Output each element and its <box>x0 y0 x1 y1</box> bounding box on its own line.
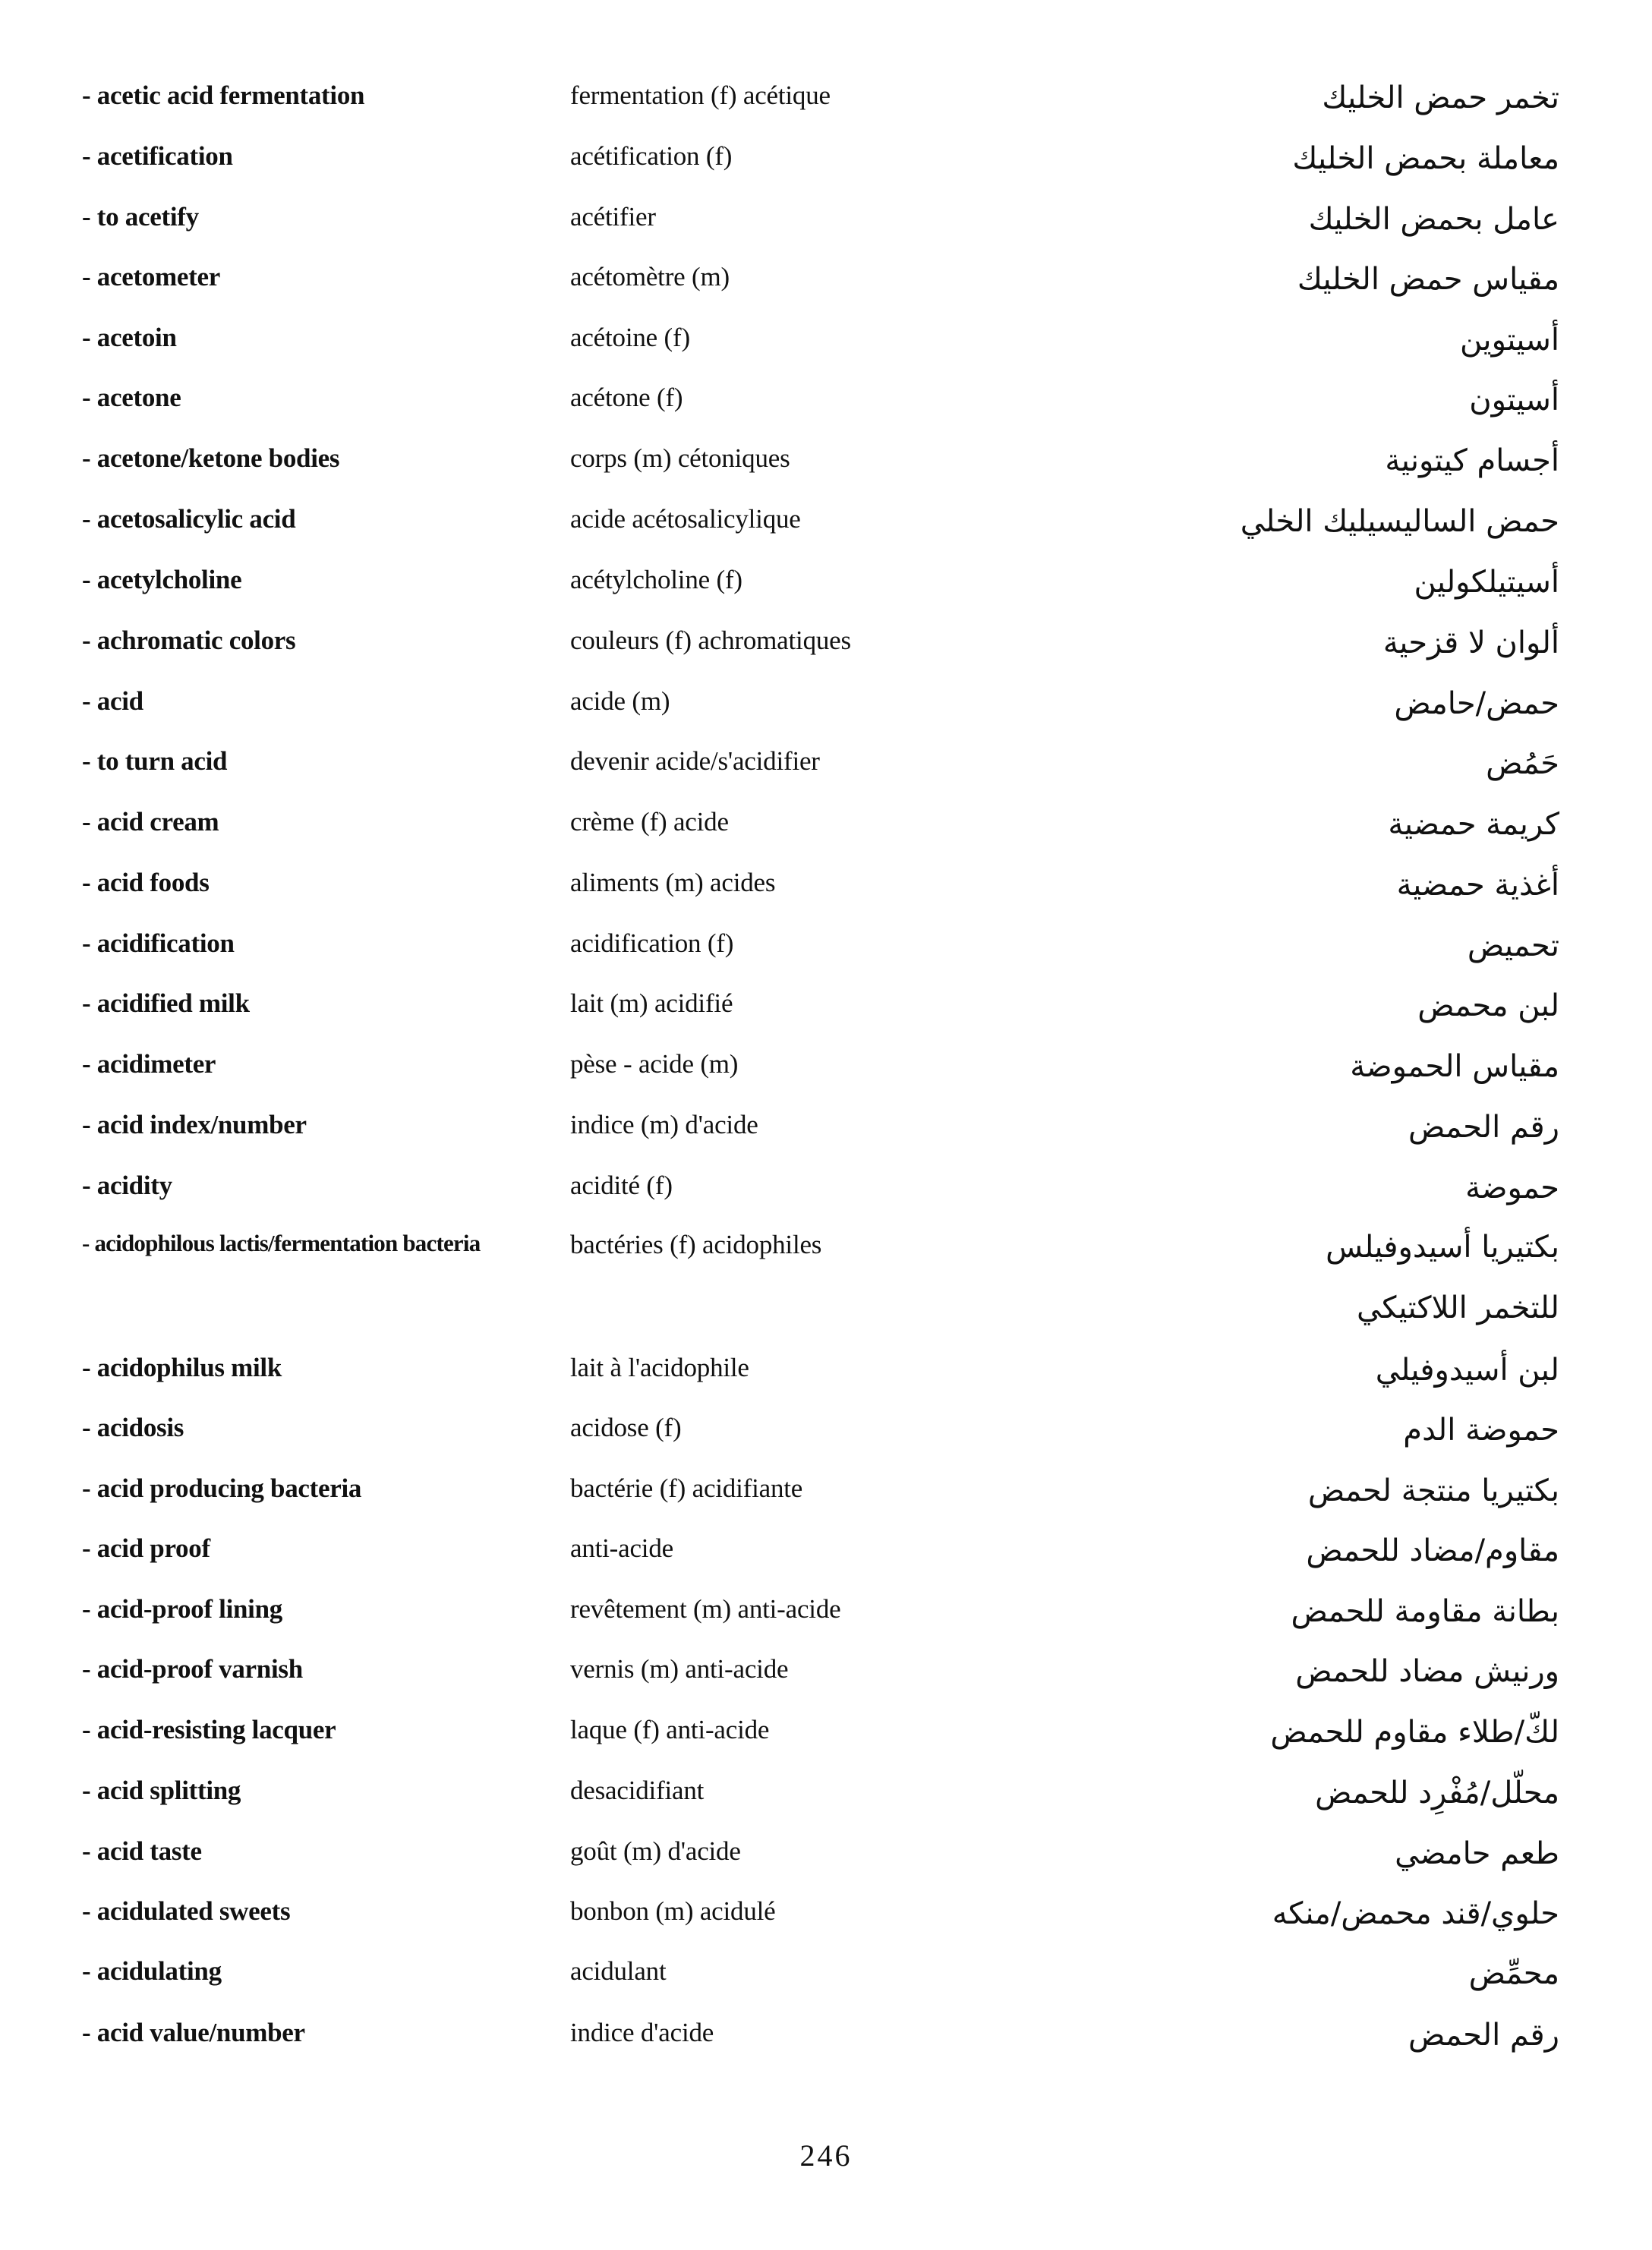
english-term: - acid-resisting lacquer <box>82 1715 336 1744</box>
arabic-term: لكّ/طلاء مقاوم للحمض <box>1270 1715 1559 1750</box>
english-term: - acid taste <box>82 1836 202 1866</box>
arabic-term: تخمر حمض الخليك <box>1322 80 1559 115</box>
english-term: - acid-proof varnish <box>82 1654 303 1684</box>
arabic-term: محمِّض <box>1468 1956 1559 1991</box>
french-term: acétylcholine (f) <box>570 565 742 594</box>
arabic-term: حلوي/قند محمض/منكه <box>1272 1896 1559 1931</box>
arabic-term: حموضة الدم <box>1403 1413 1559 1448</box>
english-term: - achromatic colors <box>82 626 296 655</box>
french-term: anti-acide <box>570 1533 673 1563</box>
arabic-term: رقم الحمض <box>1408 1110 1559 1145</box>
english-term: - acidimeter <box>82 1049 216 1079</box>
french-term: lait (m) acidifié <box>570 988 733 1018</box>
french-term: acétification (f) <box>570 141 733 171</box>
english-term: - to turn acid <box>82 746 228 776</box>
french-term: laque (f) anti-acide <box>570 1715 770 1744</box>
arabic-term: أجسام كيتونية <box>1385 443 1559 478</box>
arabic-term: بكتيريا منتجة لحمض <box>1307 1473 1559 1508</box>
french-term: lait à l'acidophile <box>570 1353 749 1382</box>
english-term: - acetosalicylic acid <box>82 504 296 534</box>
english-term: - acetic acid fermentation <box>82 80 365 110</box>
french-term: bonbon (m) acidulé <box>570 1896 776 1926</box>
english-term: - acetification <box>82 141 233 171</box>
arabic-term: ألوان لا قزحية <box>1382 626 1559 660</box>
french-term: crème (f) acide <box>570 807 729 837</box>
arabic-term: أسيتيلكولين <box>1414 565 1559 600</box>
english-term: - acetylcholine <box>82 565 242 594</box>
arabic-term: أغذية حمضية <box>1396 868 1559 903</box>
french-term: corps (m) cétoniques <box>570 443 790 473</box>
french-term: devenir acide/s'acidifier <box>570 746 820 776</box>
french-term: vernis (m) anti-acide <box>570 1654 789 1684</box>
arabic-term-continuation: للتخمر اللاكتيكي <box>1356 1290 1559 1325</box>
arabic-term: عامل بحمض الخليك <box>1308 202 1559 237</box>
english-term: - acid <box>82 686 143 716</box>
french-term: fermentation (f) acétique <box>570 80 831 110</box>
arabic-term: لبن أسيدوفيلي <box>1375 1353 1559 1388</box>
french-term: acétifier <box>570 202 656 232</box>
french-term: acidification (f) <box>570 928 734 958</box>
french-term: acide (m) <box>570 686 670 716</box>
english-term: - acidulating <box>82 1956 222 1986</box>
english-term: - acid proof <box>82 1533 210 1563</box>
french-term: pèse - acide (m) <box>570 1049 739 1079</box>
arabic-term: حمض/حامض <box>1394 686 1559 721</box>
english-term: - acid cream <box>82 807 219 837</box>
arabic-term: بكتيريا أسيدوفيلس <box>1326 1230 1559 1265</box>
english-term: - acidosis <box>82 1413 184 1442</box>
arabic-term: حَمُض <box>1486 746 1559 781</box>
english-term: - acid producing bacteria <box>82 1473 362 1503</box>
english-term: - acetometer <box>82 262 220 291</box>
english-term: - acid value/number <box>82 2018 305 2047</box>
french-term: acétoine (f) <box>570 323 690 352</box>
french-term: indice (m) d'acide <box>570 1110 758 1139</box>
french-term: bactérie (f) acidifiante <box>570 1473 803 1503</box>
arabic-term: مقياس الحموضة <box>1350 1049 1559 1084</box>
arabic-term: حموضة <box>1465 1171 1559 1205</box>
arabic-term: مقياس حمض الخليك <box>1297 262 1559 297</box>
english-term: - acetone <box>82 383 181 412</box>
french-term: goût (m) d'acide <box>570 1836 741 1866</box>
english-term: - acidulated sweets <box>82 1896 291 1926</box>
arabic-term: تحميض <box>1467 928 1559 963</box>
english-term: - acidified milk <box>82 988 250 1018</box>
arabic-term: ورنيش مضاد للحمض <box>1295 1654 1559 1689</box>
arabic-term: أسيتوين <box>1459 323 1559 358</box>
arabic-term: كريمة حمضية <box>1388 807 1559 842</box>
page-number: 246 <box>799 2138 853 2173</box>
french-term: acidose (f) <box>570 1413 682 1442</box>
french-term: bactéries (f) acidophiles <box>570 1230 822 1259</box>
english-term: - acid index/number <box>82 1110 307 1139</box>
french-term: couleurs (f) achromatiques <box>570 626 851 655</box>
english-term: - acidification <box>82 928 235 958</box>
french-term: revêtement (m) anti-acide <box>570 1594 841 1624</box>
french-term: indice d'acide <box>570 2018 714 2047</box>
english-term: - acetone/ketone bodies <box>82 443 340 473</box>
arabic-term: أسيتون <box>1469 383 1559 418</box>
french-term: aliments (m) acides <box>570 868 776 897</box>
english-term: - acid splitting <box>82 1776 241 1805</box>
english-term: - to acetify <box>82 202 199 232</box>
english-term: - acidophilous lactis/fermentation bacteria <box>82 1230 481 1256</box>
french-term: acide acétosalicylique <box>570 504 801 534</box>
french-term: acidité (f) <box>570 1171 673 1200</box>
arabic-term: حمض الساليسيليك الخلي <box>1240 504 1559 539</box>
arabic-term: معاملة بحمض الخليك <box>1292 141 1559 176</box>
french-term: acétone (f) <box>570 383 683 412</box>
english-term: - acid foods <box>82 868 210 897</box>
french-term: acidulant <box>570 1956 667 1986</box>
english-term: - acidophilus milk <box>82 1353 282 1382</box>
arabic-term: طعم حامضي <box>1395 1836 1559 1871</box>
arabic-term: محلّل/مُفْرِد للحمض <box>1315 1776 1559 1810</box>
arabic-term: لبن محمض <box>1417 988 1559 1023</box>
french-term: acétomètre (m) <box>570 262 730 291</box>
arabic-term: بطانة مقاومة للحمض <box>1291 1594 1559 1629</box>
french-term: desacidifiant <box>570 1776 705 1805</box>
english-term: - acetoin <box>82 323 177 352</box>
arabic-term: رقم الحمض <box>1408 2018 1559 2053</box>
arabic-term: مقاوم/مضاد للحمض <box>1306 1533 1559 1568</box>
english-term: - acidity <box>82 1171 172 1200</box>
english-term: - acid-proof lining <box>82 1594 282 1624</box>
